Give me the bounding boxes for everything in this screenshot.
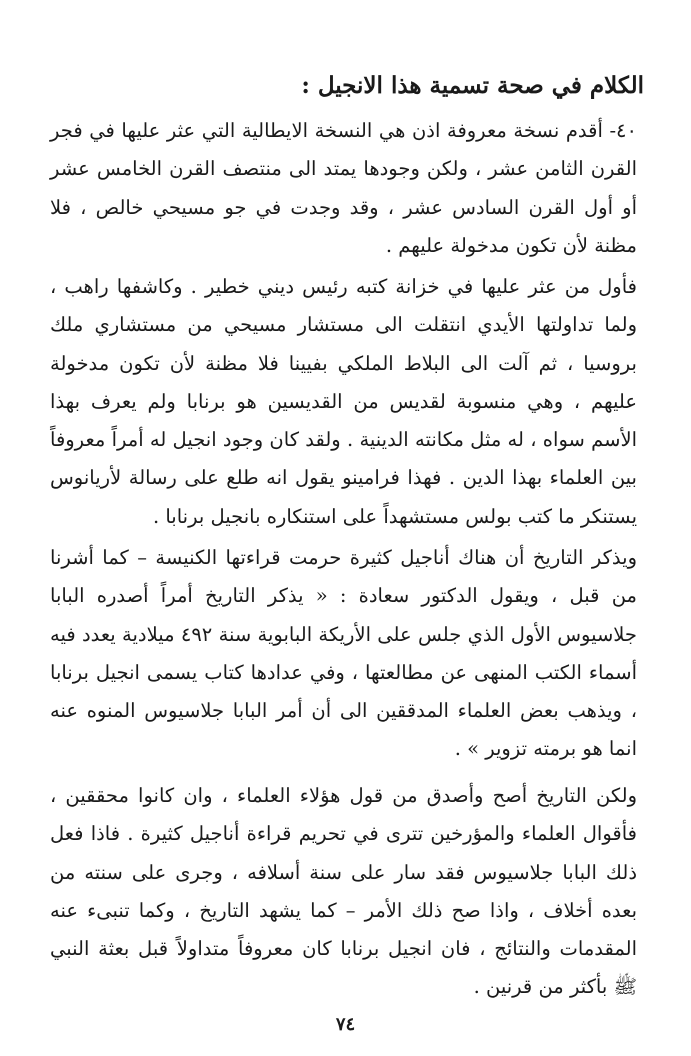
paragraph-3: ويذكر التاريخ أن هناك أناجيل كثيرة حرمت قراءتها الكنيسة – كما أشرنا من قبل ، ويقول الدكتور سعادة : « يذكر التاريخ أمراً أصدره البابا جلاسيوس الأول الذي جلس على الأريكة البابوية سنة ٤٩٢ ميلادية يعدد فيه أسماء الكتب المنهى عن مطالعتها ، وفي عدادها كتاب يسمى انجيل برنابا ، ويذهب بعض العلماء المدققين الى أن أمر البابا جلاسيوس المنوه عنه انما هو برمته تزوير » .	[50, 546, 637, 761]
paragraph-2: فأول من عثر عليها في خزانة كتبه رئيس ديني خطير . وكاشفها راهب ، ولما تداولتها الأيدي انتقلت الى مستشار مسيحي من مستشاري ملك بروسيا ، ثم آلت الى البلاط الملكي بفيينا فلا مظنة لأن تكون مدخولة عليهم ، وهي منسوبة لقديس من القديسين هو برنابا ولم يعرف بهذا الأسم سواه ، له مثل مكانته الدينية . ولقد كان وجود انجيل له أمراً معروفاً بين العلماء بهذا الدين . فهذا فرامينو يقول انه طلع على رسالة لأريانوس يستنكر ما كتب بولس مستشهداً على استنكاره بانجيل برنابا .	[50, 275, 637, 528]
paragraph-1: ٤٠- أقدم نسخة معروفة اذن هي النسخة الايطالية التي عثر عليها في فجر القرن الثامن عشر ، ولكن وجودها يمتد الى منتصف القرن الخامس عشر أو أول القرن السادس عشر ، وقد وجدت في جو مسيحي خالص ، فلا مظنة لأن تكون مدخولة عليهم .	[50, 119, 637, 257]
paragraph-4: ولكن التاريخ أصح وأصدق من قول هؤلاء العلماء ، وان كانوا محققين ، فأقوال العلماء والمؤرخين تترى في تحريم قراءة أناجيل كثيرة . فاذا فعل ذلك البابا جلاسيوس فقد سار على سنة أسلافه ، وجرى على سنته من بعده أخلاف ، واذا صح ذلك الأمر – كما يشهد التاريخ ، وكما تنبىء عنه المقدمات والنتائج ، فان انجيل برنابا كان معروفاً متداولاً قبل بعثة النبي ﷺ بأكثر من قرنين .	[50, 784, 637, 999]
section-heading: الكلام في صحة تسمية هذا الانجيل :	[301, 72, 644, 99]
page-number: ٧٤	[335, 1014, 356, 1035]
